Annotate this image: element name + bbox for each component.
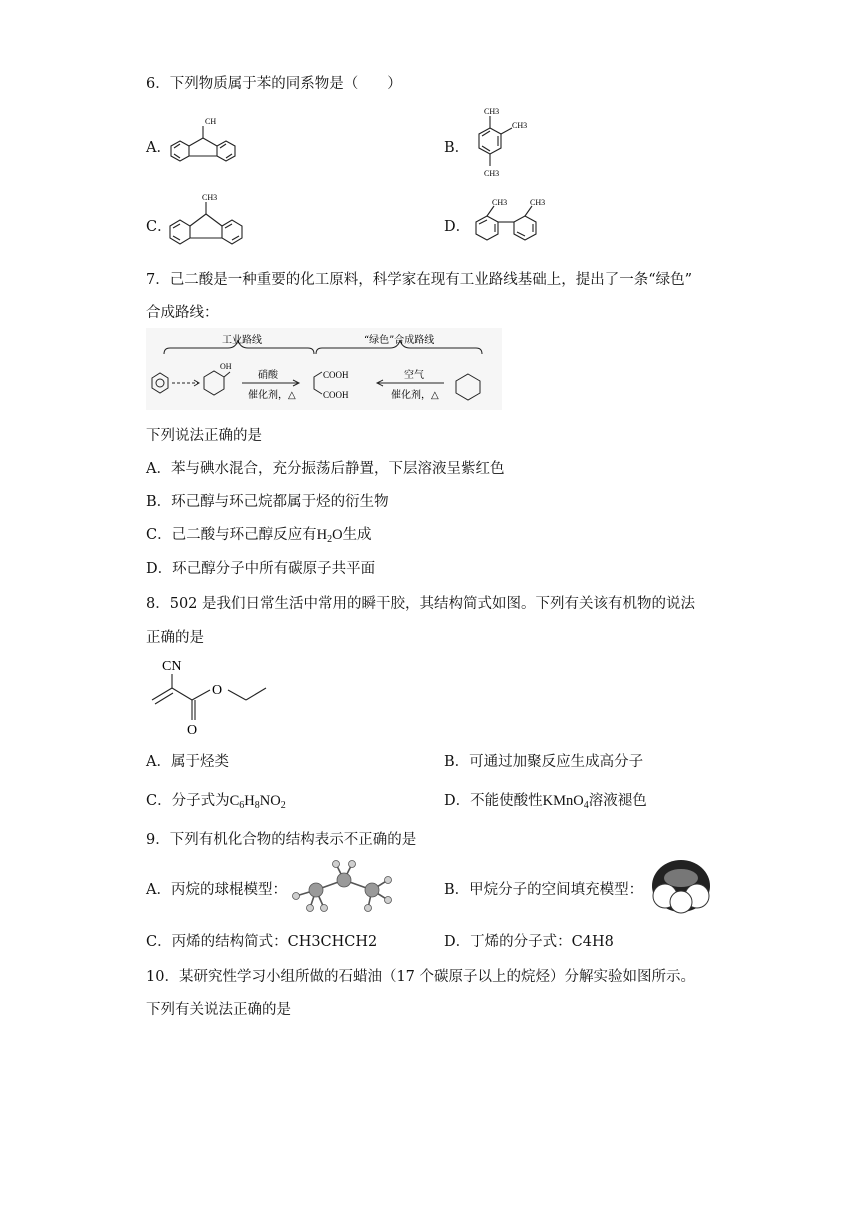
q6-a-ch-label: CH bbox=[205, 117, 217, 126]
q6-option-c-structure bbox=[164, 190, 254, 256]
svg-text:OH: OH bbox=[220, 362, 232, 371]
svg-text:COOH: COOH bbox=[323, 370, 349, 380]
q8-option-c: C．分子式为$C_6H_8NO_2$ bbox=[146, 793, 286, 811]
q7-option-d: D．环己醇分子中所有碳原子共平面 bbox=[146, 561, 376, 577]
q7-synthesis-scheme bbox=[146, 328, 502, 410]
q7-stem-line2: 合成路线： bbox=[146, 305, 219, 321]
q7-stem-line1: 7．己二酸是一种重要的化工原料，科学家在现有工业路线基础上，提出了一条“绿色” bbox=[146, 272, 693, 288]
svg-text:催化剂，△: 催化剂，△ bbox=[248, 390, 296, 401]
svg-text:CH3: CH3 bbox=[484, 107, 500, 116]
q8-cn-label: CN bbox=[162, 659, 182, 674]
scheme-green-label: “绿色”合成路线 bbox=[364, 335, 435, 346]
q6-c-ch3-label: CH3 bbox=[202, 193, 218, 202]
q8-structure bbox=[146, 652, 276, 738]
q8-option-b: B．可通过加聚反应生成高分子 bbox=[444, 754, 644, 770]
q6-stem: 6．下列物质属于苯的同系物是（ ） bbox=[146, 76, 402, 92]
q7-option-a: A．苯与碘水混合，充分振荡后静置，下层溶液呈紫红色 bbox=[146, 461, 505, 477]
q8-option-d: D．不能使酸性KMnO$_4$溶液褪色 bbox=[444, 793, 647, 811]
q9-propane-ball-stick-model bbox=[288, 858, 398, 918]
q6-option-b-structure bbox=[462, 104, 532, 180]
svg-text:CH3: CH3 bbox=[492, 198, 508, 207]
q8-stem-line1: 8．502 是我们日常生活中常用的瞬干胶，其结构简式如图。下列有关该有机物的说法 bbox=[146, 596, 696, 612]
q8-o-bottom-label: O bbox=[187, 723, 198, 738]
svg-text:CH3: CH3 bbox=[512, 121, 528, 130]
q9-option-c: C．丙烯的结构简式：CH3CHCH2 bbox=[146, 934, 378, 950]
q6-option-c-label: C． bbox=[146, 219, 172, 235]
svg-text:CH3: CH3 bbox=[530, 198, 546, 207]
svg-text:硝酸: 硝酸 bbox=[258, 370, 278, 381]
q6-option-d-structure bbox=[466, 196, 556, 252]
svg-text:CH3: CH3 bbox=[484, 169, 500, 178]
q7-question: 下列说法正确的是 bbox=[146, 428, 262, 444]
q7-option-b: B．环己醇与环己烷都属于烃的衍生物 bbox=[146, 494, 389, 510]
q9-option-d: D．丁烯的分子式：C4H8 bbox=[444, 934, 614, 950]
q10-stem-line1: 10．某研究性学习小组所做的石蜡油（17 个碳原子以上的烷烃）分解实验如图所示。 bbox=[146, 969, 696, 985]
q9-option-a: A．丙烷的球棍模型： bbox=[146, 882, 287, 898]
scheme-industrial-label: 工业路线 bbox=[222, 335, 262, 346]
q10-stem-line2: 下列有关说法正确的是 bbox=[146, 1002, 291, 1018]
svg-text:催化剂，△: 催化剂，△ bbox=[391, 390, 439, 401]
q6-option-d-label: D． bbox=[444, 219, 471, 235]
svg-text:空气: 空气 bbox=[404, 370, 424, 381]
q7-option-c: C．己二酸与环己醇反应有$H_2O$生成 bbox=[146, 527, 372, 545]
q6-option-a-label: A． bbox=[146, 140, 171, 156]
q9-methane-space-filling-model bbox=[650, 858, 712, 914]
q6-option-b-label: B． bbox=[444, 140, 470, 156]
svg-text:COOH: COOH bbox=[323, 390, 349, 400]
q6-option-a-structure bbox=[165, 112, 245, 174]
q9-option-b: B．甲烷分子的空间填充模型： bbox=[444, 882, 644, 898]
q8-o-label: O bbox=[212, 683, 223, 698]
q8-stem-line2: 正确的是 bbox=[146, 630, 204, 646]
q8-option-a: A．属于烃类 bbox=[146, 754, 229, 770]
q9-stem: 9．下列有机化合物的结构表示不正确的是 bbox=[146, 832, 417, 848]
